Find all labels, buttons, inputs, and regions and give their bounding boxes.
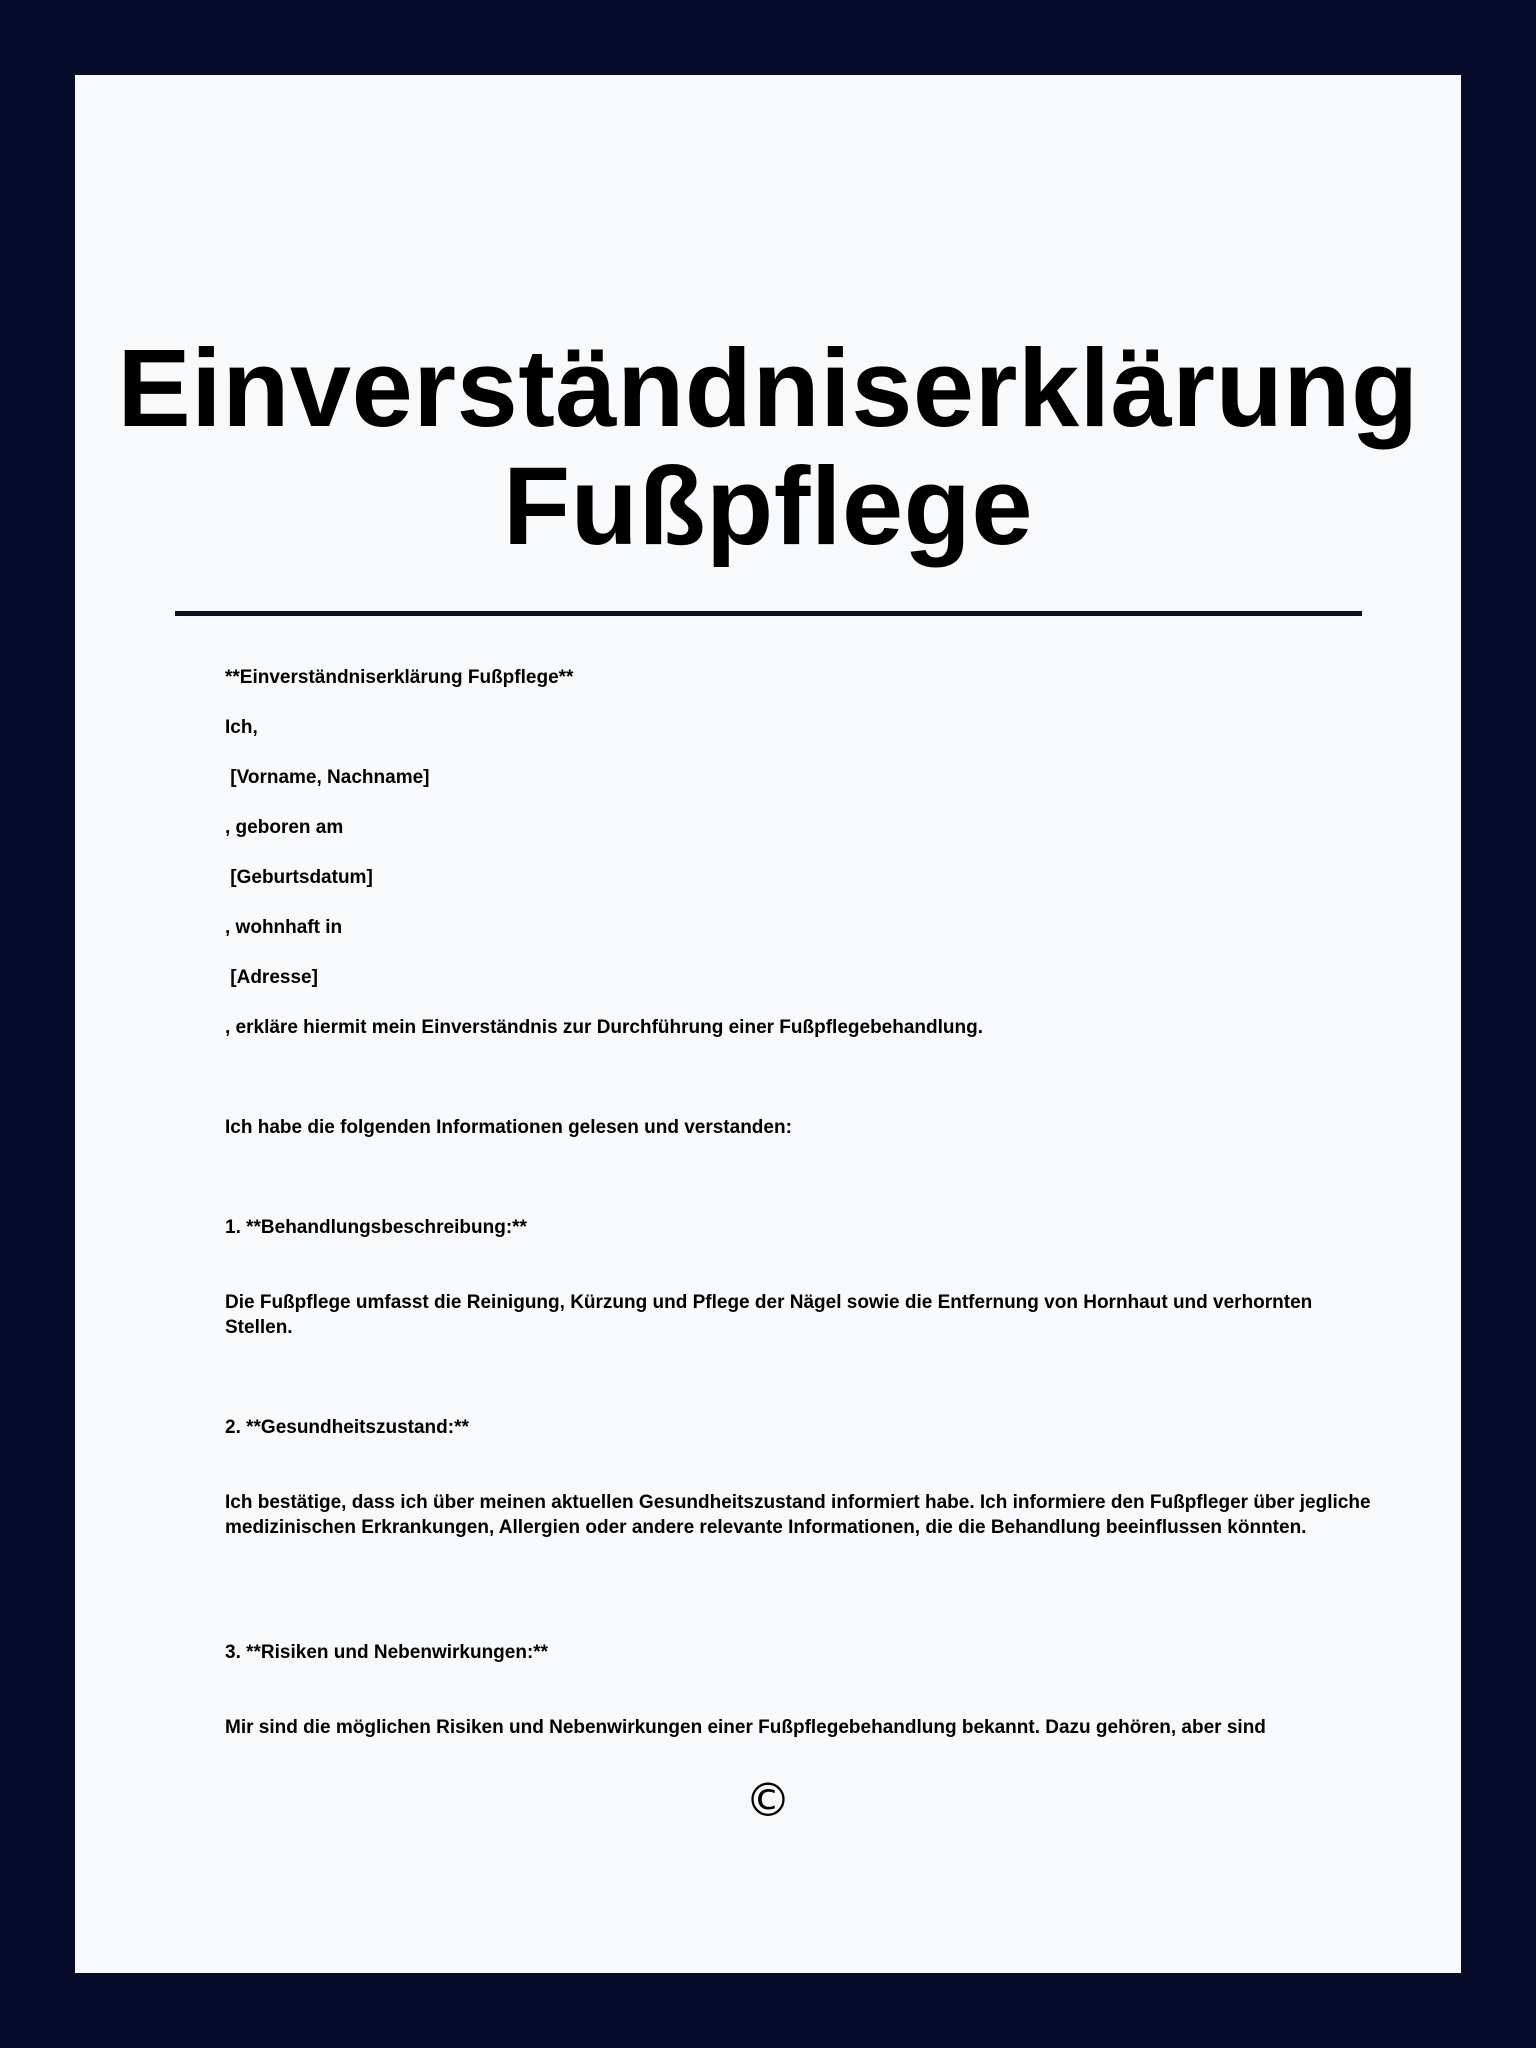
name-placeholder: [Vorname, Nachname] <box>225 767 430 788</box>
geboren-text: , geboren am <box>225 817 344 838</box>
title-line-1: Einverständniserklärung <box>117 327 1419 450</box>
title-line-2: Fußpflege <box>502 445 1033 568</box>
section-3-text: Mir sind die möglichen Risiken und Nebenwirkungen einer Fußpflegebehandlung bekannt. Dazu gehören, aber sind <box>225 1717 1266 1738</box>
copyright-icon: © <box>745 1773 791 1827</box>
address-placeholder: [Adresse] <box>225 967 318 988</box>
section-3-heading: 3. **Risiken und Nebenwirkungen:** <box>225 1642 549 1663</box>
declaration-text: , erkläre hiermit mein Einverständnis zur Durchführung einer Fußpflegebehandlung. <box>225 1017 984 1038</box>
section-2-text: Ich bestätige, dass ich über meinen aktuellen Gesundheitszustand informiert habe. Ich informiere den Fußpfleger über jegliche medizinischen Erkrankungen, Allergien oder andere relevante Informationen, die die Behandlung beeinflussen könnten. <box>225 1492 1371 1538</box>
wohnhaft-text: , wohnhaft in <box>225 917 343 938</box>
ich-text: Ich, <box>225 717 258 738</box>
document-page <box>75 75 1461 1973</box>
birthdate-placeholder: [Geburtsdatum] <box>225 867 373 888</box>
section-2-heading: 2. **Gesundheitszustand:** <box>225 1417 469 1438</box>
info-intro-text: Ich habe die folgenden Informationen gelesen und verstanden: <box>225 1117 792 1138</box>
document-title <box>75 327 1461 568</box>
title-divider <box>175 611 1362 616</box>
body-heading: **Einverständniserklärung Fußpflege** <box>225 667 574 688</box>
section-1-heading: 1. **Behandlungsbeschreibung:** <box>225 1217 527 1238</box>
section-1-text: Die Fußpflege umfasst die Reinigung, Kürzung und Pflege der Nägel sowie die Entfernung von Hornhaut und verhornten Stellen. <box>225 1292 1313 1338</box>
